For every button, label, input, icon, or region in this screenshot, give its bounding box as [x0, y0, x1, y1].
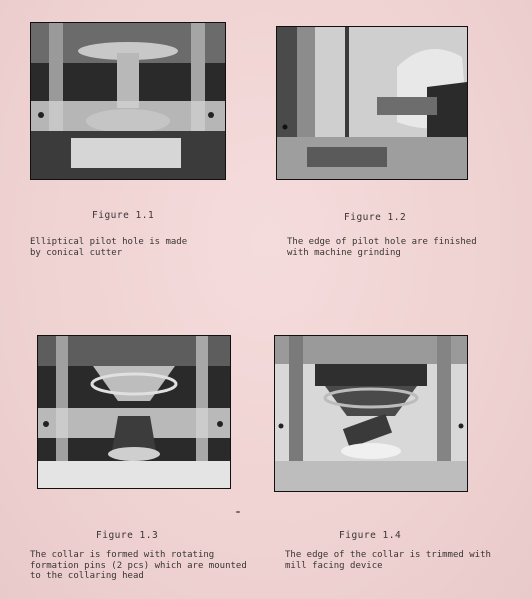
figure-1-3-photo [37, 335, 231, 489]
caption-line: The edge of pilot hole are finished [287, 237, 477, 247]
caption-line: Elliptical pilot hole is made [30, 237, 188, 247]
caption-line: The collar is formed with rotating [30, 550, 215, 560]
figure-1-4-photo [274, 335, 468, 492]
paper-speck [236, 511, 240, 513]
figure-1-2-photo [276, 26, 468, 180]
figure-1-3-caption [30, 550, 260, 582]
figure-1-2-caption [287, 237, 517, 258]
figure-1-1-photo [30, 22, 226, 180]
figure-1-1-caption [30, 237, 260, 258]
caption-line: with machine grinding [287, 247, 401, 258]
figure-1-1-label: Figure 1.1 [92, 210, 155, 221]
figure-1-2-label: Figure 1.2 [344, 212, 407, 223]
caption-line: to the collaring head [30, 571, 144, 581]
figure-1-4-label: Figure 1.4 [339, 530, 402, 541]
figure-1-4-caption [285, 550, 515, 571]
caption-line: formation pins (2 pcs) which are mounted [30, 560, 247, 571]
figure-1-3-label: Figure 1.3 [96, 530, 159, 541]
caption-line: The edge of the collar is trimmed with [285, 550, 491, 560]
caption-line: mill facing device [285, 560, 383, 571]
caption-line: by conical cutter [30, 247, 123, 258]
